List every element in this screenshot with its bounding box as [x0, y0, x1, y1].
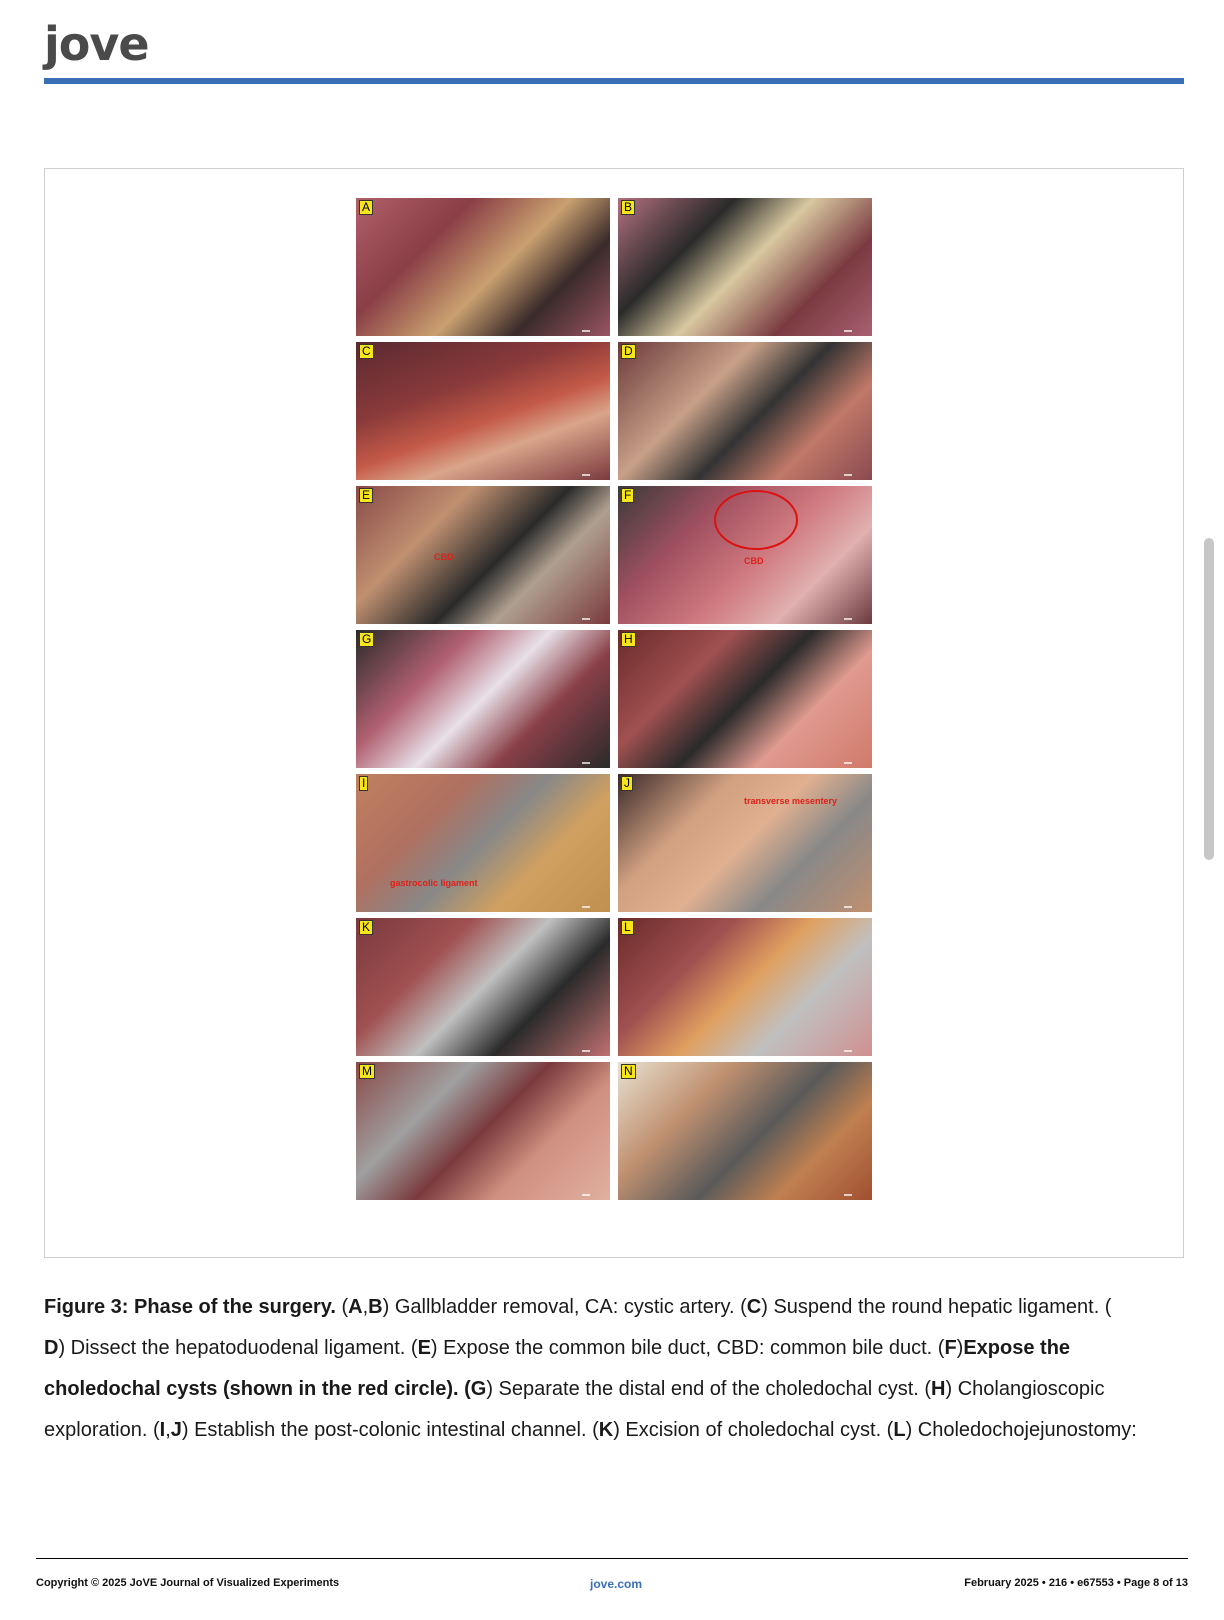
figure-panel-j: [618, 774, 872, 912]
panel-watermark: [844, 906, 852, 908]
red-circle-annotation: [714, 490, 798, 550]
figure-panel-h: [618, 630, 872, 768]
figure-panel-c: [356, 342, 610, 480]
figure-panel-b: [618, 198, 872, 336]
caption-ref: B: [368, 1296, 383, 1318]
figure-panel-f: [618, 486, 872, 624]
scrollbar-thumb[interactable]: [1204, 538, 1214, 860]
panel-letter: L: [621, 920, 634, 935]
panel-annotation: CBD: [744, 556, 764, 566]
caption-text: ) Gallbladder removal, CA: cystic artery. (: [382, 1296, 747, 1318]
logo-text: jove: [44, 17, 149, 71]
caption-bold-text: Expose the choledochal cysts (shown in the red circle). (G: [44, 1337, 1071, 1400]
caption-ref: L: [893, 1419, 906, 1441]
panel-letter: C: [359, 344, 374, 359]
panel-watermark: [844, 1050, 852, 1052]
panel-watermark: [844, 1194, 852, 1196]
panel-watermark: [582, 762, 590, 764]
caption-text: ) Expose the common bile duct, CBD: common bile duct. (: [430, 1337, 945, 1359]
figure-panel-g: [356, 630, 610, 768]
panel-letter: I: [359, 776, 368, 791]
caption-text: ) Suspend the round hepatic ligament. (: [761, 1296, 1112, 1318]
footer-page-info: February 2025 • 216 • e67553 • Page 8 of 13: [964, 1577, 1188, 1589]
panel-watermark: [582, 1050, 590, 1052]
panel-letter: N: [621, 1064, 636, 1079]
caption-ref: H: [931, 1378, 946, 1400]
panel-letter: G: [359, 632, 374, 647]
jove-logo[interactable]: [44, 18, 154, 74]
caption-label: Figure 3: Phase of the surgery.: [44, 1296, 336, 1318]
figure-panel-l: [618, 918, 872, 1056]
panel-watermark: [844, 762, 852, 764]
figure-panel-e: [356, 486, 610, 624]
panel-letter: J: [621, 776, 633, 791]
caption-text: (: [335, 1296, 349, 1318]
panel-letter: F: [621, 488, 634, 503]
caption-ref: J: [170, 1419, 182, 1441]
caption-text: ) Excision of choledochal cyst. (: [613, 1419, 894, 1441]
caption-text: ) Establish the post-colonic intestinal channel. (: [181, 1419, 599, 1441]
panel-annotation: gastrocolic ligament: [390, 878, 478, 888]
figure-panel-n: [618, 1062, 872, 1200]
caption-text: ): [956, 1337, 964, 1359]
caption-ref: F: [944, 1337, 957, 1359]
footer-rule: [36, 1558, 1188, 1559]
panel-letter: K: [359, 920, 373, 935]
footer-copyright: Copyright © 2025 JoVE Journal of Visualized Experiments: [36, 1577, 340, 1589]
panel-watermark: [582, 618, 590, 620]
panel-watermark: [844, 618, 852, 620]
panel-letter: D: [621, 344, 636, 359]
caption-text: ) Dissect the hepatoduodenal ligament. (: [58, 1337, 418, 1359]
panel-letter: B: [621, 200, 635, 215]
caption-ref: A: [348, 1296, 363, 1318]
caption-text: ) Cholangioscopic exploration. (: [44, 1378, 1105, 1441]
panel-letter: M: [359, 1064, 375, 1079]
panel-letter: A: [359, 200, 373, 215]
figure-caption: [44, 1287, 1184, 1451]
panel-letter: E: [359, 488, 373, 503]
panel-watermark: [582, 474, 590, 476]
header-rule: [44, 78, 1184, 84]
caption-text: ,: [165, 1419, 171, 1441]
panel-watermark: [582, 906, 590, 908]
caption-ref: K: [598, 1419, 614, 1441]
caption-text: ) Choledochojejunostomy:: [905, 1419, 1137, 1441]
footer-link[interactable]: jove.com: [590, 1577, 643, 1591]
caption-text: ) Separate the distal end of the choledochal cyst. (: [486, 1378, 932, 1400]
caption-ref: I: [159, 1419, 166, 1441]
caption-ref: E: [417, 1337, 431, 1359]
figure-panel-i: [356, 774, 610, 912]
panel-watermark: [582, 330, 590, 332]
figure-panel-k: [356, 918, 610, 1056]
panel-letter: H: [621, 632, 636, 647]
panel-watermark: [582, 1194, 590, 1196]
figure-panel-d: [618, 342, 872, 480]
caption-text: ,: [362, 1296, 369, 1318]
panel-watermark: [844, 330, 852, 332]
panel-annotation: CBD: [434, 552, 454, 562]
panel-watermark: [844, 474, 852, 476]
panel-annotation: transverse mesentery: [744, 796, 838, 806]
figure-panel-grid: [356, 198, 872, 1200]
figure-panel-m: [356, 1062, 610, 1200]
caption-ref: C: [746, 1296, 762, 1318]
caption-ref: D: [44, 1337, 59, 1359]
figure-panel-a: [356, 198, 610, 336]
logo-wordmark: [44, 18, 154, 70]
